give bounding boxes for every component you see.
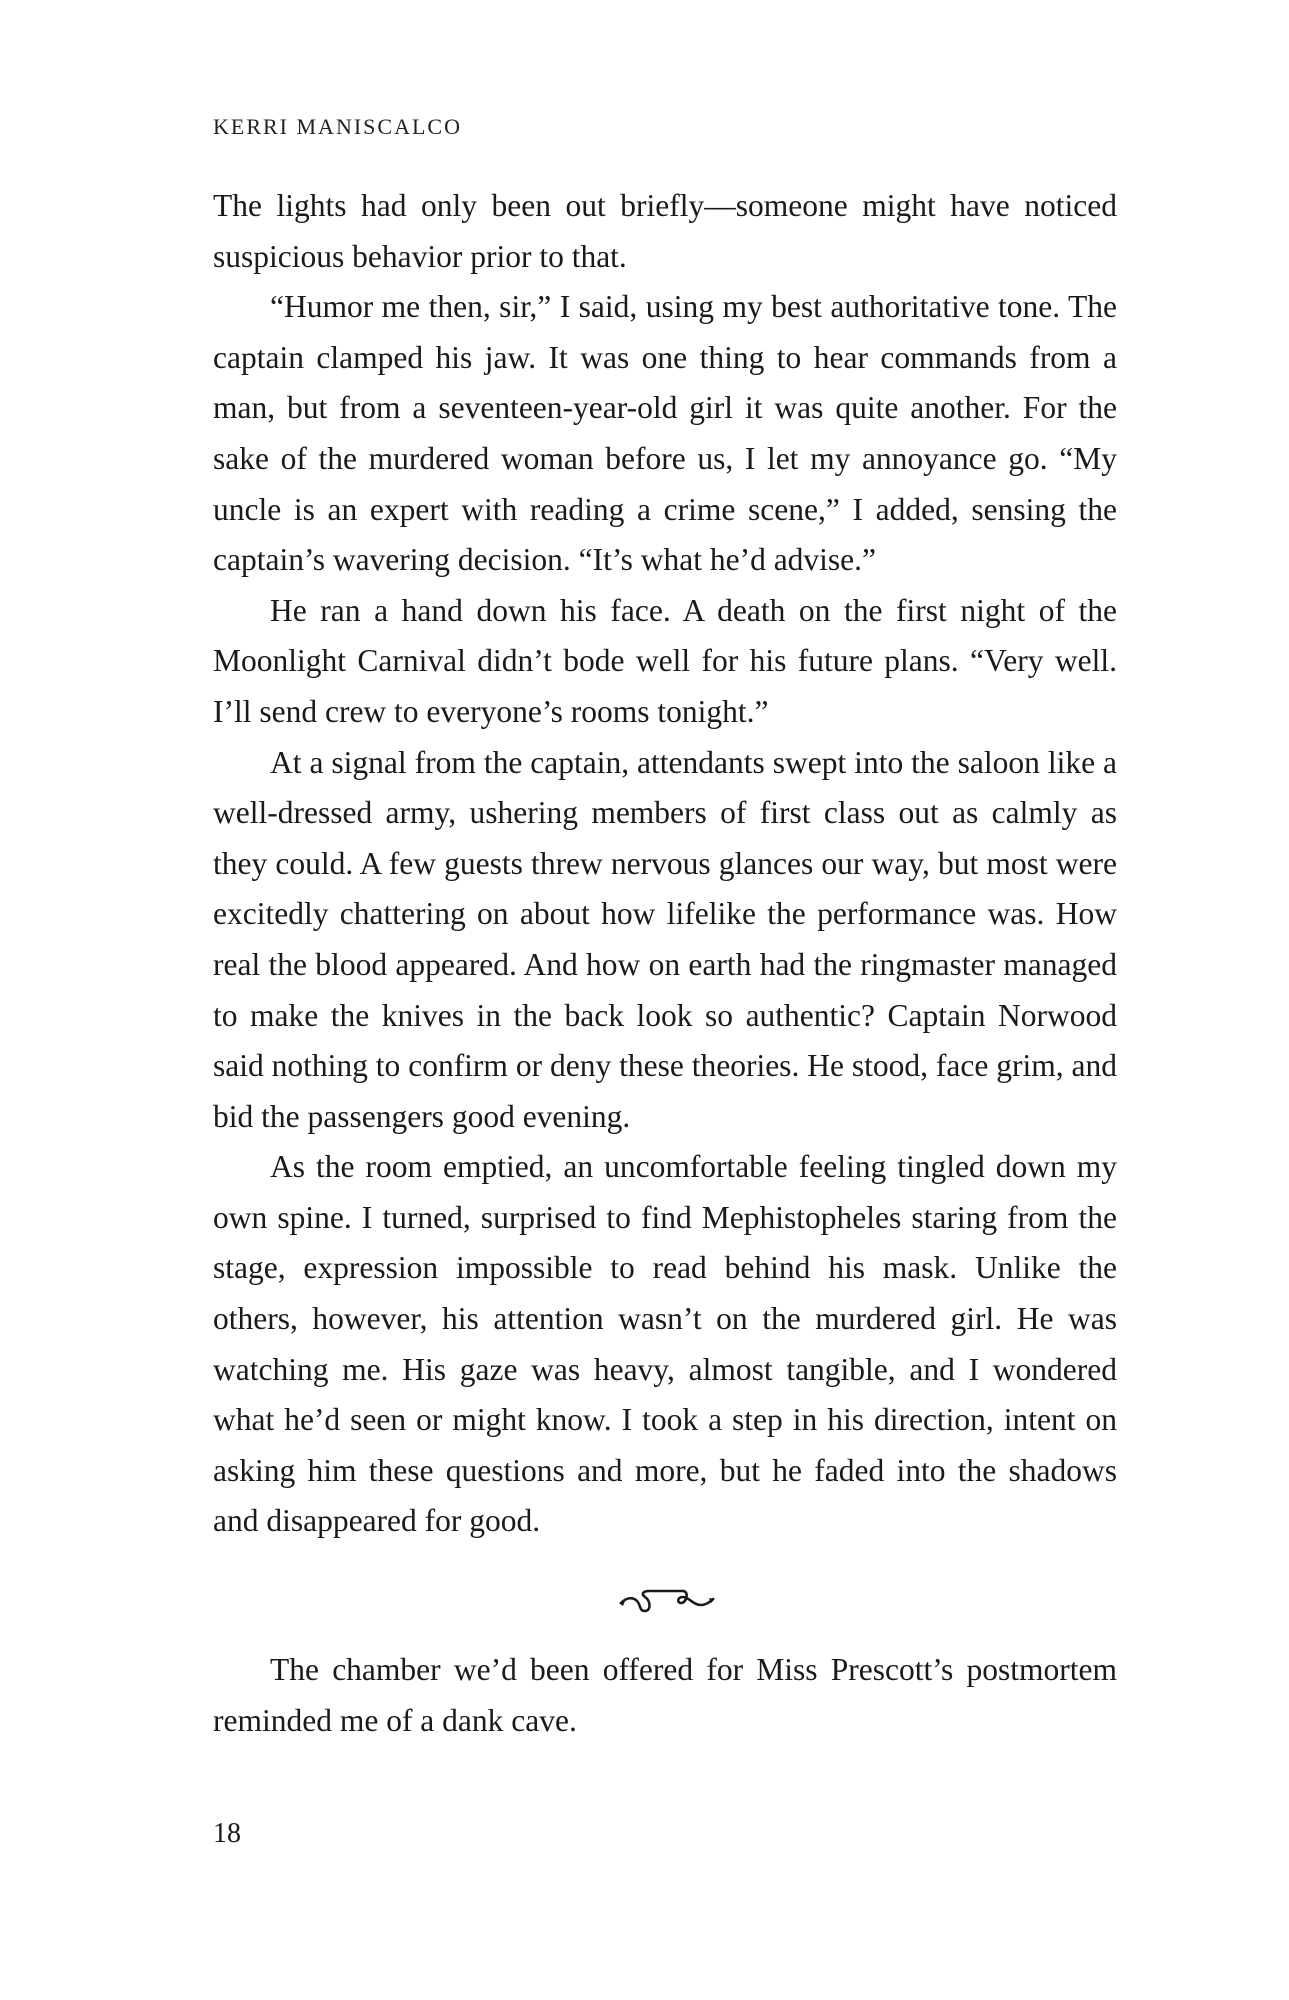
paragraph-3: He ran a hand down his face. A death on the first night of the Moonlight Carnival didn’t bode well for his future plans. “Very well. I’ll send crew to everyone’s rooms tonight.” xyxy=(213,592,1117,729)
paragraph-6: The chamber we’d been offered for Miss Prescott’s postmortem reminded me of a dank cave. xyxy=(213,1652,1117,1738)
running-head: KERRI MANISCALCO xyxy=(213,114,462,139)
paragraph-1: The lights had only been out briefly—someone might have noticed suspicious behavior prior to that. xyxy=(213,188,1117,274)
paragraph-5: As the room emptied, an uncomfortable feeling tingled down my own spine. I turned, surprised to find Mephistopheles staring from the stage, expression impossible to read behind his mask. Unlike the others, however, his attention wasn’t on the murdered girl. He was watching me. His gaze was heavy, almost tangible, and I wondered what he’d seen or might know. I took a step in his direction, intent on asking him these questions and more, but he faded into the shadows and disappeared for good. xyxy=(213,1149,1117,1539)
page-number: 18 xyxy=(213,1818,241,1849)
text-block-after-break xyxy=(213,1645,1117,1746)
text-block-before-break xyxy=(213,181,1117,1547)
paragraph-4: At a signal from the captain, attendants swept into the saloon like a well-dressed army, ushering members of first class out as calmly as they could. A few guests threw nervous glances our way, but most were excitedly chattering on about how lifelike the performance was. How real the blood appeared. And how on earth had the ringmaster managed to make the knives in the back look so authentic? Captain Norwood said nothing to confirm or deny these theories. He stood, face grim, and bid the passengers good evening. xyxy=(213,744,1117,1134)
paragraph-2: “Humor me then, sir,” I said, using my best authoritative tone. The captain clamped his jaw. It was one thing to hear commands from a man, but from a seventeen-year-old girl it was quite another. For the sake of the murdered woman before us, I let my annoyance go. “My uncle is an expert with reading a crime scene,” I added, sensing the captain’s wavering decision. “It’s what he’d advise.” xyxy=(213,289,1117,578)
scroll-flourish-icon xyxy=(617,1581,717,1617)
